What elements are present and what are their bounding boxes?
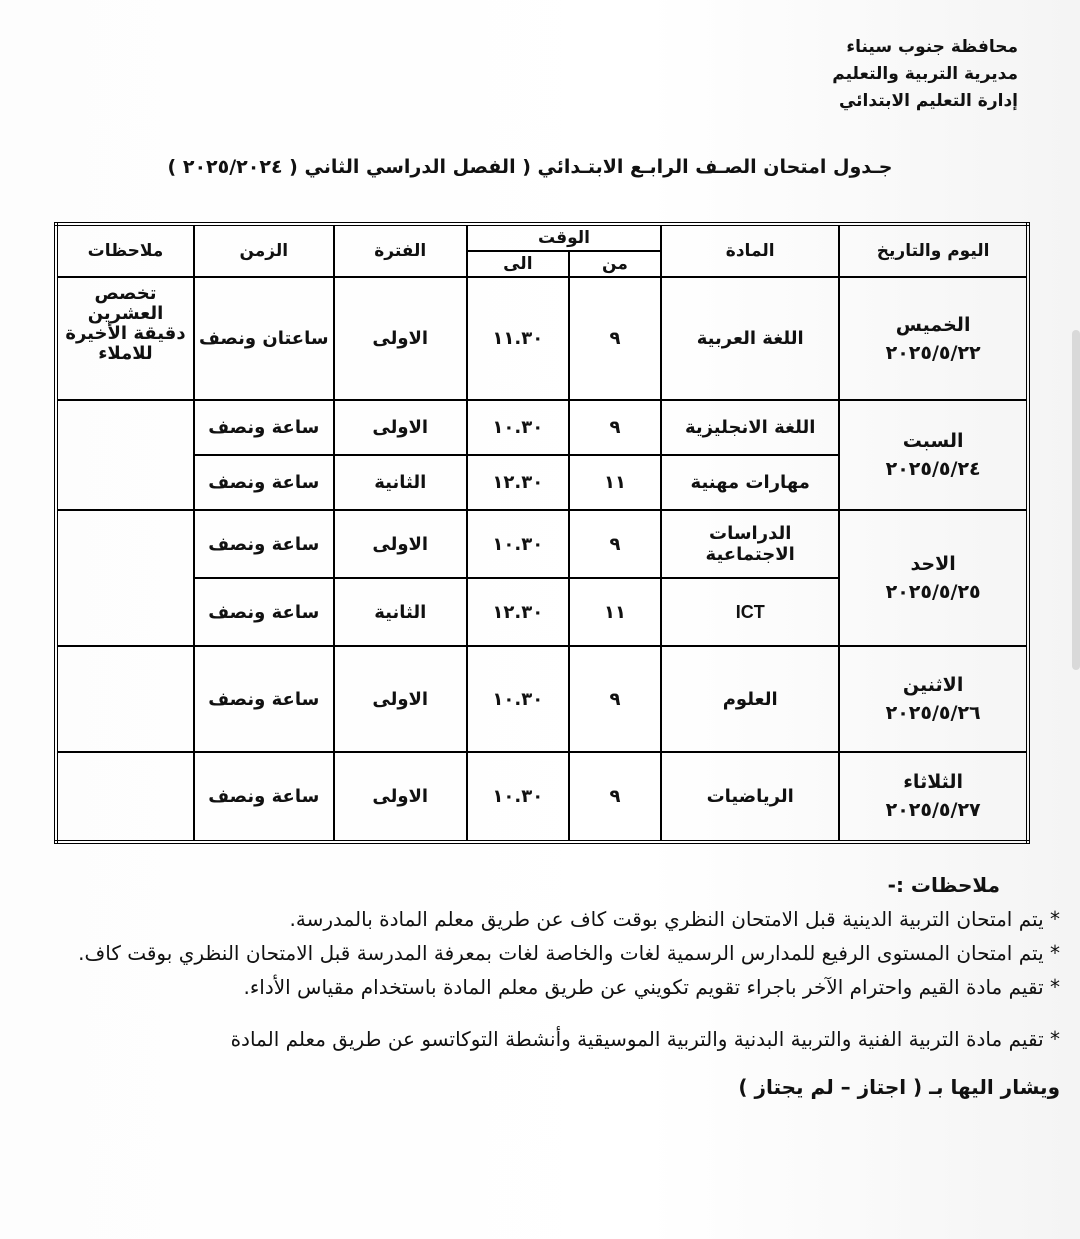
scrollbar[interactable] [1072,330,1080,670]
header-notes: ملاحظات [56,224,194,277]
subject-cell: الرياضيات [661,752,839,842]
notes-heading: ملاحظات :- [887,873,1000,897]
note-item: * يتم امتحان التربية الدينية قبل الامتحان النظري بوقت كاف عن طريق معلم المادة بالمدرسة. [289,907,1060,931]
table-row [56,510,1028,578]
duration-cell: ساعتان ونصف [194,277,334,400]
day-date-cell [839,277,1028,400]
period-cell: الاولى [334,646,467,752]
time-to-cell: ١٢.٣٠ [467,455,569,510]
header-time-from: من [569,251,661,277]
time-from-cell: ٩ [569,400,661,455]
header-time: الوقت [467,224,661,251]
duration-cell: ساعة ونصف [194,752,334,842]
table-row [56,752,1028,842]
time-to-cell: ١٠.٣٠ [467,752,569,842]
time-to-cell: ١٢.٣٠ [467,578,569,646]
subject-cell: الدراسات الاجتماعية [661,510,839,578]
notes-cell [56,510,194,646]
day-date: ٢٠٢٥/٥/٢٦ [885,702,981,725]
period-cell: الثانية [334,578,467,646]
day-date: ٢٠٢٥/٥/٢٧ [885,799,981,822]
day-name: الاثنين [902,674,964,697]
header-time-to: الى [467,251,569,277]
subject-cell: اللغة الانجليزية [661,400,839,455]
duration-cell: ساعة ونصف [194,455,334,510]
time-from-cell: ٩ [569,646,661,752]
notes-cell: تخصص العشرين دقيقة الأخيرة للاملاء [56,277,194,400]
period-cell: الاولى [334,752,467,842]
subject-cell: مهارات مهنية [661,455,839,510]
time-from-cell: ١١ [569,455,661,510]
note-final-line: ويشار اليها بـ ( اجتاز – لم يجتاز ) [738,1075,1060,1099]
day-name: الاحد [910,553,956,576]
notes-cell [56,400,194,510]
day-date-cell [839,646,1028,752]
header-period: الفترة [334,224,467,277]
exam-schedule-table [54,222,1030,844]
table-row [56,646,1028,752]
table-row [56,277,1028,400]
note-item: * يتم امتحان المستوى الرفيع للمدارس الرسمية لغات والخاصة لغات بمعرفة المدرسة قبل الامتحان النظري بوقت كاف. [78,941,1060,965]
document-header [598,34,1018,115]
table-row [56,400,1028,455]
note-item: * تقيم مادة التربية الفنية والتربية البدنية والتربية الموسيقية وأنشطة التوكاتسو عن طريق معلم المادة [230,1027,1060,1051]
table-header-row [56,224,1028,251]
period-cell: الاولى [334,400,467,455]
time-to-cell: ١٠.٣٠ [467,400,569,455]
notes-cell [56,752,194,842]
period-cell: الثانية [334,455,467,510]
day-date-cell [839,510,1028,646]
document-title: جـدول امتحان الصـف الرابـع الابتـدائي ( الفصل الدراسي الثاني ( ٢٠٢٥/٢٠٢٤ ) [167,156,893,178]
day-name: السبت [902,430,964,453]
subject-cell: اللغة العربية [661,277,839,400]
period-cell: الاولى [334,277,467,400]
header-line-administration: إدارة التعليم الابتدائي [838,91,1018,111]
note-item: * تقيم مادة القيم واحترام الآخر باجراء تقويم تكويني عن طريق معلم المادة باستخدام مقياس الأداء. [243,975,1060,999]
time-from-cell: ٩ [569,277,661,400]
header-line-governorate: محافظة جنوب سيناء [846,37,1018,57]
day-name: الخميس [895,313,971,336]
notes-section [20,868,1060,1104]
subject-cell: العلوم [661,646,839,752]
time-to-cell: ١١.٣٠ [467,277,569,400]
day-date: ٢٠٢٥/٥/٢٢ [885,341,981,364]
period-cell: الاولى [334,510,467,578]
day-date-cell [839,752,1028,842]
day-date: ٢٠٢٥/٥/٢٤ [885,458,981,481]
header-day-date: اليوم والتاريخ [839,224,1028,277]
time-to-cell: ١٠.٣٠ [467,510,569,578]
duration-cell: ساعة ونصف [194,510,334,578]
duration-cell: ساعة ونصف [194,400,334,455]
header-subject: المادة [661,224,839,277]
notes-cell [56,646,194,752]
time-from-cell: ٩ [569,510,661,578]
duration-cell: ساعة ونصف [194,646,334,752]
time-from-cell: ٩ [569,752,661,842]
header-duration: الزمن [194,224,334,277]
day-date-cell [839,400,1028,510]
day-name: الثلاثاء [903,771,964,794]
day-date: ٢٠٢٥/٥/٢٥ [885,581,981,604]
time-to-cell: ١٠.٣٠ [467,646,569,752]
duration-cell: ساعة ونصف [194,578,334,646]
time-from-cell: ١١ [569,578,661,646]
header-line-directorate: مديرية التربية والتعليم [832,64,1018,84]
subject-cell: ICT [661,578,839,646]
